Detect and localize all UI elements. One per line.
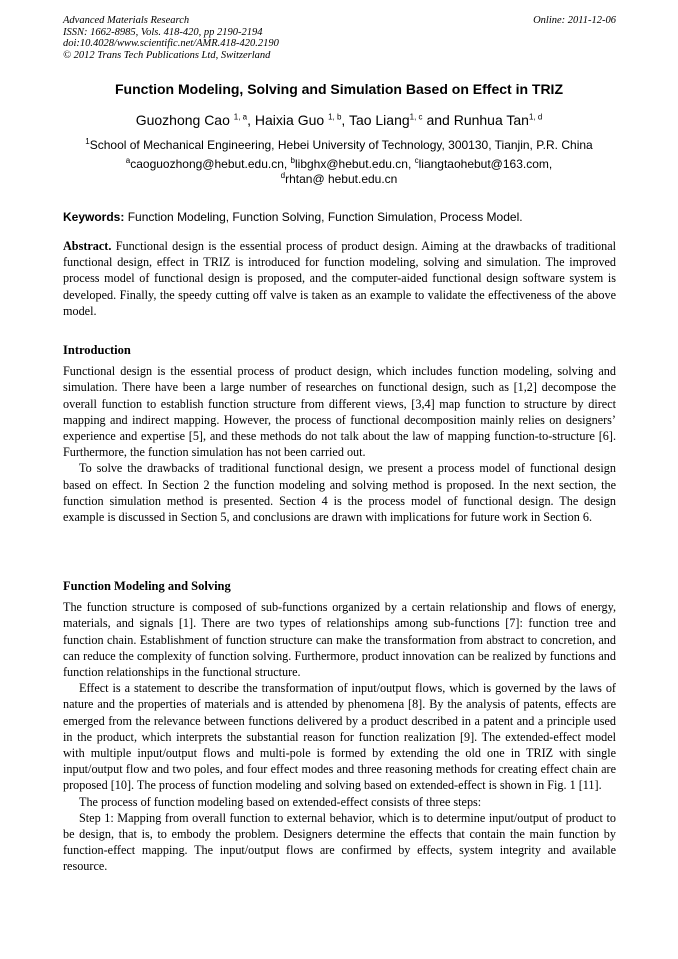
author-name: Runhua Tan — [453, 112, 529, 128]
author-emails: $^a$caoguozhong@hebut.edu.cn, $^b$libghx@hebut.edu.cn, $^c$liangtaohebut@163.com, $^d$rhtan@ hebut.edu.cn — [125, 156, 553, 186]
keywords — [63, 210, 623, 224]
affiliation — [40, 138, 638, 152]
journal-header — [63, 15, 279, 61]
body-paragraph: Functional design is the essential process of product design, which includes function modeling, solving and simulation. There have been a large number of researches on functional design, such as [1,2] decompose the overall function to establish function structure from different views, [3,4] map function to structure by direct mapping and indirect mapping. However, the process of functional decomposition mainly relies on designers’ experience and expertise [5], and these methods do not talk about the law of mapping function-to-structure [6]. Furthermore, the function simulation has not been carried out. — [63, 364, 616, 460]
email-link[interactable]: liangtaohebut@163.com, — [418, 157, 553, 171]
affiliation-text: School of Mechanical Engineering, Hebei University of Technology, 300130, Tianjin, P.R. China — [89, 138, 593, 152]
introduction-section — [63, 342, 616, 525]
email-link[interactable]: rhtan@ hebut.edu.cn — [285, 172, 398, 186]
section-heading: Introduction — [63, 343, 131, 357]
body-paragraph: Effect is a statement to describe the transformation of input/output flows, which is governed by the laws of nature and the properties of materials and is attended by phenomena [8]. By the analysis of patents, effects are emerged from the relevance between functions delivered by a product described in a patent and a principle used in the product, which interprets the substantial reason for function realization [9]. The extended-effect model with multiple input/output flows and multi-pole is formed by extending the old one in TRIZ with single input/output flow and two poles, and four effect modes and three reasoning methods for creating effect chain are proposed [10]. The process of function modeling and solving based on extended-effect is shown in Fig. 1 [11]. — [63, 681, 616, 793]
issn-line: ISSN: 1662-8985, Vols. 418-420, pp 2190-2194 — [63, 26, 263, 38]
section-heading: Function Modeling and Solving — [63, 579, 231, 593]
body-paragraph: To solve the drawbacks of traditional functional design, we present a process model of functional design based on effect. In Section 2 the function modeling and solving method is proposed. In the next section, the function simulation method is presented. Section 4 is the process model of functional design. The design example is discussed in Section 5, and conclusions are drawn with implications for future work in Section 6. — [63, 461, 616, 525]
body-paragraph: Step 1: Mapping from overall function to external behavior, which is to determine input/output of product to be design, that is, to embody the problem. Designers determine the effects that contain the main function by function-effect mapping. The input/output flows are confirmed by effects, system integrity and available resource. — [63, 810, 616, 874]
author-sup: 1, a — [233, 112, 248, 122]
abstract-paragraph — [63, 238, 616, 319]
email-sup: b — [290, 156, 295, 165]
author-separator: , — [247, 112, 255, 128]
affiliation-sup: 1 — [85, 137, 90, 146]
paper-title: Function Modeling, Solving and Simulation Based on Effect in TRIZ — [115, 81, 563, 97]
email-sup: c — [414, 156, 419, 165]
author-name: Guozhong Cao — [135, 112, 234, 128]
doi-line: doi:10.4028/www.scientific.net/AMR.418-420.2190 — [63, 38, 279, 49]
email-link[interactable]: libghx@hebut.edu.cn — [295, 157, 408, 171]
online-date: Online: 2011-12-06 — [533, 15, 616, 26]
author-sup: 1, d — [528, 112, 543, 122]
abstract-section — [63, 238, 616, 319]
author-sup: 1, b — [328, 112, 342, 122]
email-link[interactable]: caoguozhong@hebut.edu.cn — [130, 157, 284, 171]
modeling-section — [63, 578, 616, 875]
author-name: Tao Liang — [348, 112, 410, 128]
author-list — [40, 112, 638, 128]
author-separator: and — [422, 112, 454, 128]
email-sup: d — [280, 171, 286, 180]
copyright-line: © 2012 Trans Tech Publications Ltd, Switzerland — [63, 49, 271, 61]
body-paragraph: The process of function modeling based on extended-effect consists of three steps: — [79, 794, 482, 809]
author-name: Haixia Guo — [254, 112, 329, 128]
body-paragraph: The function structure is composed of sub-functions organized by a certain relationship and flows of energy, materials, and signals [1]. There are two types of relationships among sub-functions [7]: function tree and function chain. Establishment of function structure can make the transformation from abstract to concretion, and can reduce the complexity of function solving. Furthermore, product innovation can be realized by functions and function relationships in the functional structure. — [63, 600, 616, 680]
keywords-text: Function Modeling, Function Solving, Function Simulation, Process Model. — [127, 210, 523, 224]
email-sup: a — [125, 156, 131, 165]
journal-name: Advanced Materials Research — [63, 15, 190, 26]
keywords-label: Keywords: — [63, 210, 125, 224]
abstract-text: Functional design is the essential process of product design. Aiming at the drawbacks of traditional functional design, effect in TRIZ is introduced for function modeling, solving and simulation. The improved process model of functional design is proposed, and the computer-aided functional design software system is developed. Finally, the speedy cutting off valve is taken as an example to validate the effectiveness of the above model. — [63, 239, 617, 318]
author-separator: , — [341, 112, 349, 128]
author-sup: 1, c — [409, 112, 423, 122]
abstract-label: Abstract. — [63, 239, 112, 253]
